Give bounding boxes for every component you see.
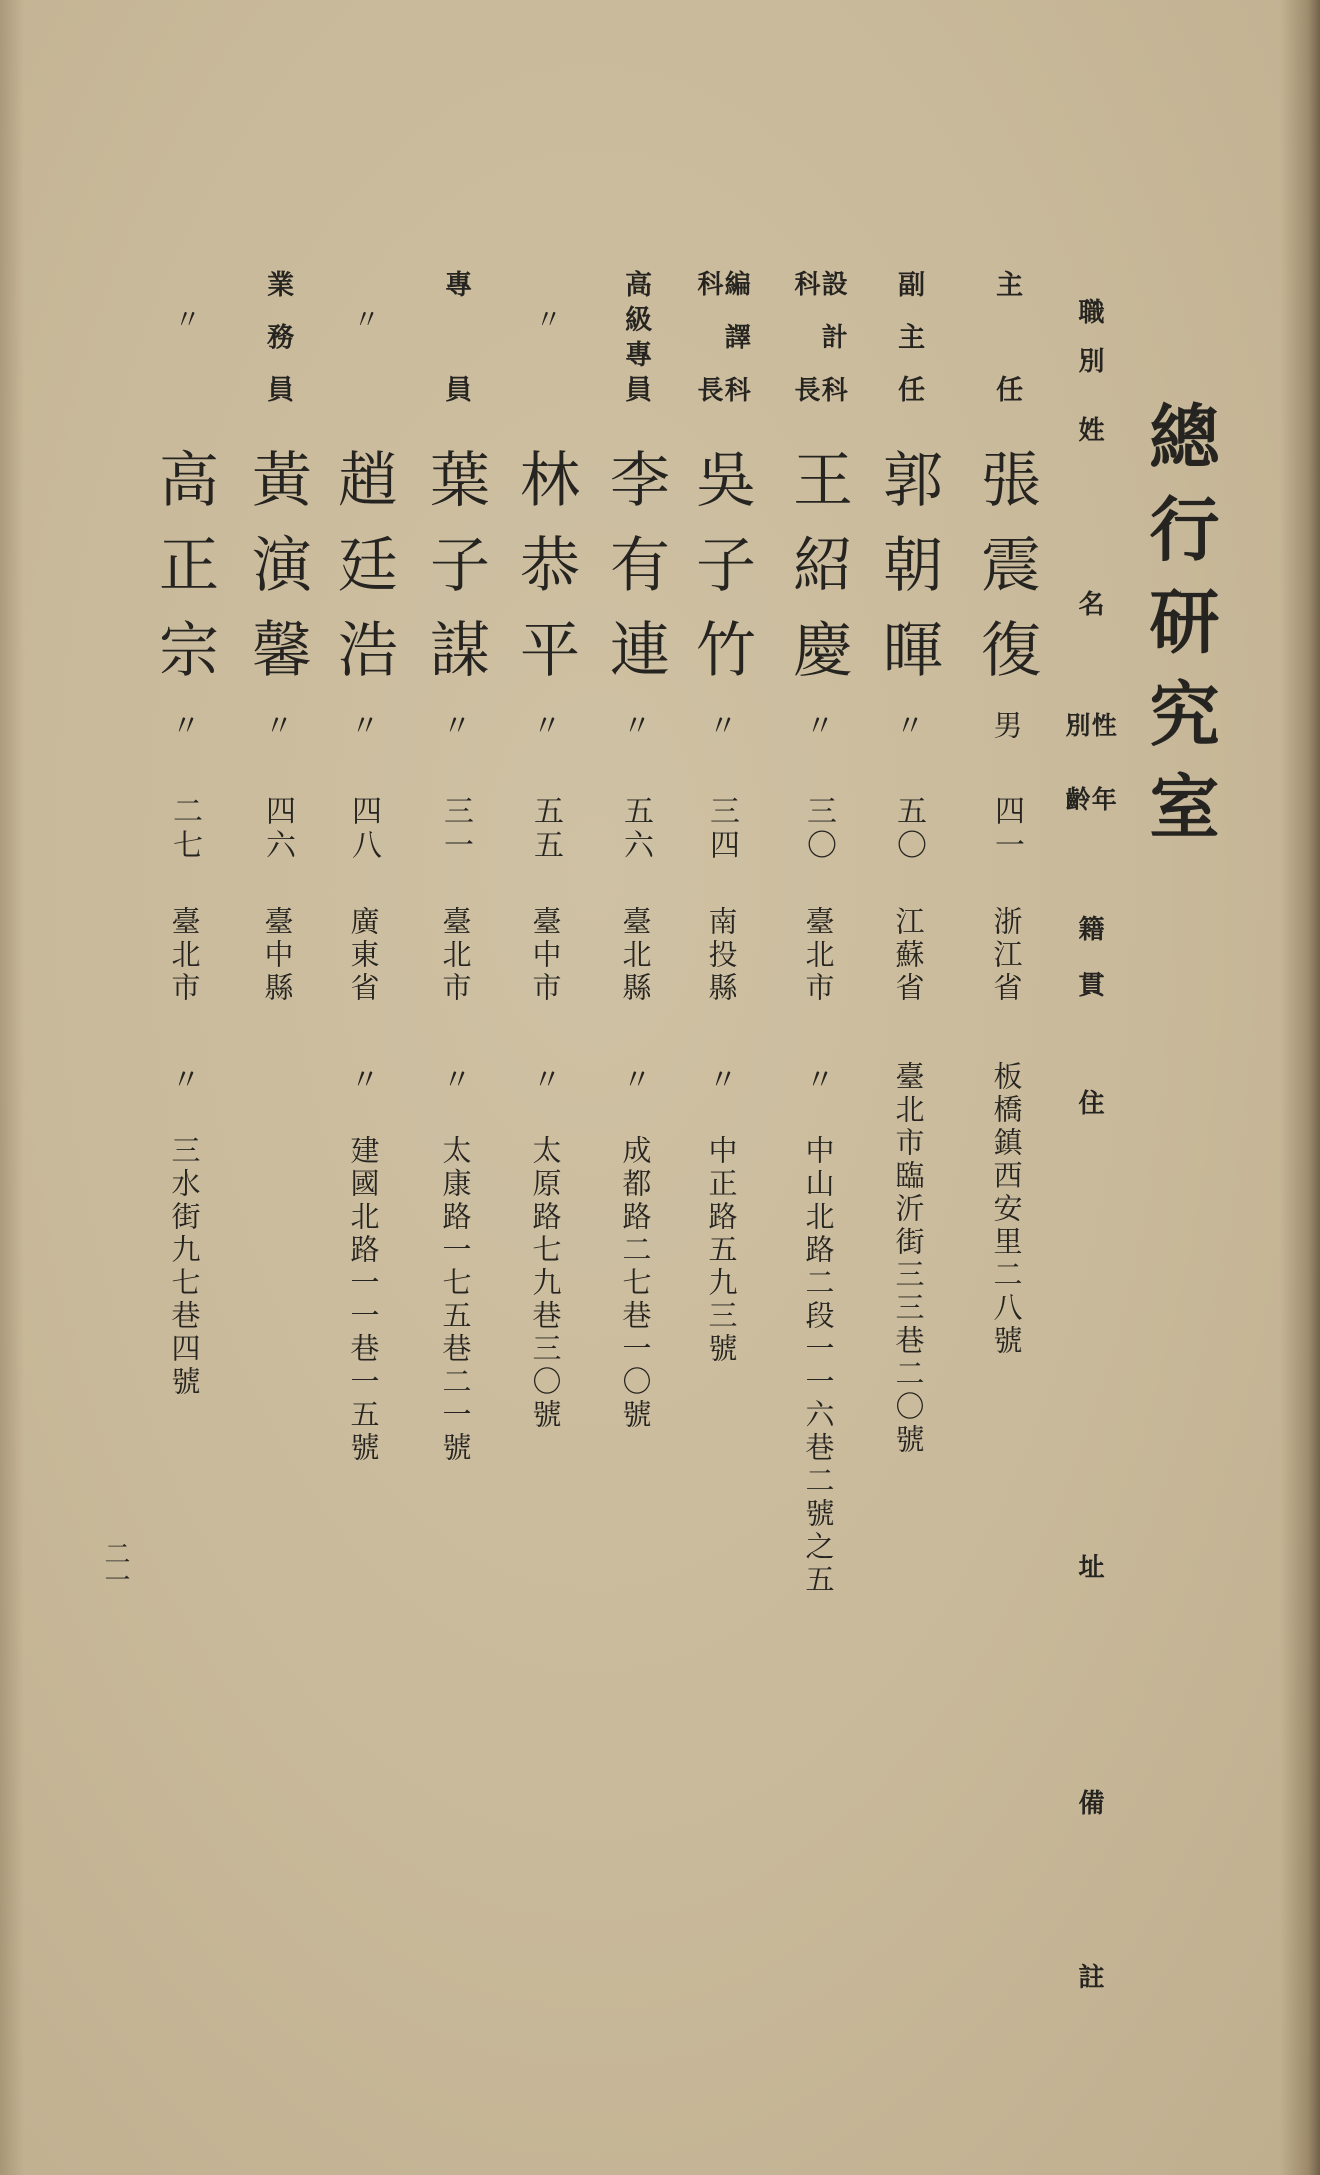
staff-address: 中正路五九三號 (704, 1135, 739, 1366)
staff-native-place: 臺北市 (167, 906, 202, 1001)
staff-address: 中山北路二段一一六巷二號之五 (801, 1135, 836, 1597)
position-title (694, 270, 749, 402)
staff-native-place: 臺北市 (438, 906, 473, 1001)
staff-age: 五〇 (891, 795, 926, 859)
staff-sex: 〃 (528, 710, 563, 739)
staff-age: 二七 (167, 795, 202, 859)
staff-native-place: 浙江省 (989, 906, 1024, 1001)
staff-native-place: 臺北縣 (618, 906, 653, 1001)
header-address: 住址 (1074, 1089, 1104, 1579)
position-title-line: 設計科 (817, 270, 848, 402)
staff-name: 王紹慶 (783, 448, 853, 678)
staff-age: 五六 (618, 795, 653, 859)
staff-native-place: 臺北市 (801, 906, 836, 1001)
staff-age: 三四 (704, 795, 739, 859)
staff-native-place: 南投縣 (704, 906, 739, 1001)
staff-address: 臺北市臨沂街三三巷二〇號 (891, 1061, 926, 1457)
staff-native-place: 臺中縣 (260, 906, 295, 1001)
position-title (991, 270, 1023, 402)
staff-sex: 〃 (891, 710, 926, 739)
staff-name: 林恭平 (510, 448, 580, 678)
document-title: 總行研究室 (1138, 400, 1221, 840)
staff-native-place: 廣東省 (346, 906, 381, 1001)
address-city-ditto: 〃 (167, 1064, 202, 1093)
address-city-ditto: 〃 (528, 1064, 563, 1093)
position-title (530, 305, 562, 332)
position-title-line: 主任 (991, 270, 1023, 402)
staff-age: 四八 (346, 795, 381, 859)
position-title-line: 高級專員 (620, 270, 652, 402)
staff-age: 三一 (438, 795, 473, 859)
staff-name: 吳子竹 (686, 448, 756, 678)
staff-age: 三〇 (801, 795, 836, 859)
staff-sex: 男 (989, 710, 1024, 739)
staff-name: 郭朝暉 (873, 448, 943, 678)
header-position: 職別 (1074, 298, 1104, 373)
position-title (440, 270, 472, 402)
position-title (262, 270, 294, 402)
address-city-ditto: 〃 (438, 1064, 473, 1093)
staff-name: 高正宗 (149, 448, 219, 678)
position-title-line: 科長 (693, 270, 723, 402)
staff-sex: 〃 (704, 710, 739, 739)
staff-name: 趙廷浩 (328, 448, 398, 678)
position-title (791, 270, 846, 402)
staff-native-place: 江蘇省 (891, 906, 926, 1001)
staff-name: 葉子謀 (420, 448, 490, 678)
position-title-line: 〃 (169, 305, 201, 332)
header-native-place: 籍貫 (1074, 915, 1104, 997)
position-title-line: 專員 (440, 270, 472, 402)
staff-age: 四一 (989, 795, 1024, 859)
staff-sex: 〃 (167, 710, 202, 739)
position-title (169, 305, 201, 332)
position-title-line: 〃 (348, 305, 380, 332)
staff-sex: 〃 (260, 710, 295, 739)
staff-address: 太原路七九巷三〇號 (528, 1135, 563, 1432)
position-title-line: 〃 (530, 305, 562, 332)
address-city-ditto: 〃 (346, 1064, 381, 1093)
staff-age: 五五 (528, 795, 563, 859)
staff-native-place: 臺中市 (528, 906, 563, 1001)
staff-name: 黃演馨 (242, 448, 312, 678)
header-age: 年齡 (1062, 786, 1118, 811)
staff-sex: 〃 (801, 710, 836, 739)
position-title-line: 業務員 (262, 270, 294, 402)
page-number: 二一 (100, 1540, 130, 1592)
position-title (348, 305, 380, 332)
position-title (893, 270, 925, 402)
staff-name: 李有連 (600, 448, 670, 678)
address-city-ditto: 〃 (801, 1064, 836, 1093)
staff-address: 太康路一七五巷二一號 (438, 1135, 473, 1465)
staff-sex: 〃 (618, 710, 653, 739)
position-title (620, 270, 652, 402)
header-remarks: 備註 (1074, 1789, 1104, 1989)
staff-address: 成都路二七巷一〇號 (618, 1135, 653, 1432)
staff-sex: 〃 (438, 710, 473, 739)
staff-address: 建國北路一一巷一五號 (346, 1135, 381, 1465)
header-sex: 性別 (1062, 712, 1118, 737)
position-title-line: 編譯科 (720, 270, 751, 402)
address-city-ditto: 〃 (704, 1064, 739, 1093)
staff-address: 三水街九七巷四號 (167, 1135, 202, 1399)
position-title-line: 副主任 (893, 270, 925, 402)
staff-address: 板橋鎮西安里二八號 (989, 1061, 1024, 1358)
staff-name: 張震復 (971, 448, 1041, 678)
header-name: 姓名 (1074, 416, 1104, 616)
staff-age: 四六 (260, 795, 295, 859)
position-title-line: 科長 (790, 270, 820, 402)
staff-sex: 〃 (346, 710, 381, 739)
address-city-ditto: 〃 (618, 1064, 653, 1093)
